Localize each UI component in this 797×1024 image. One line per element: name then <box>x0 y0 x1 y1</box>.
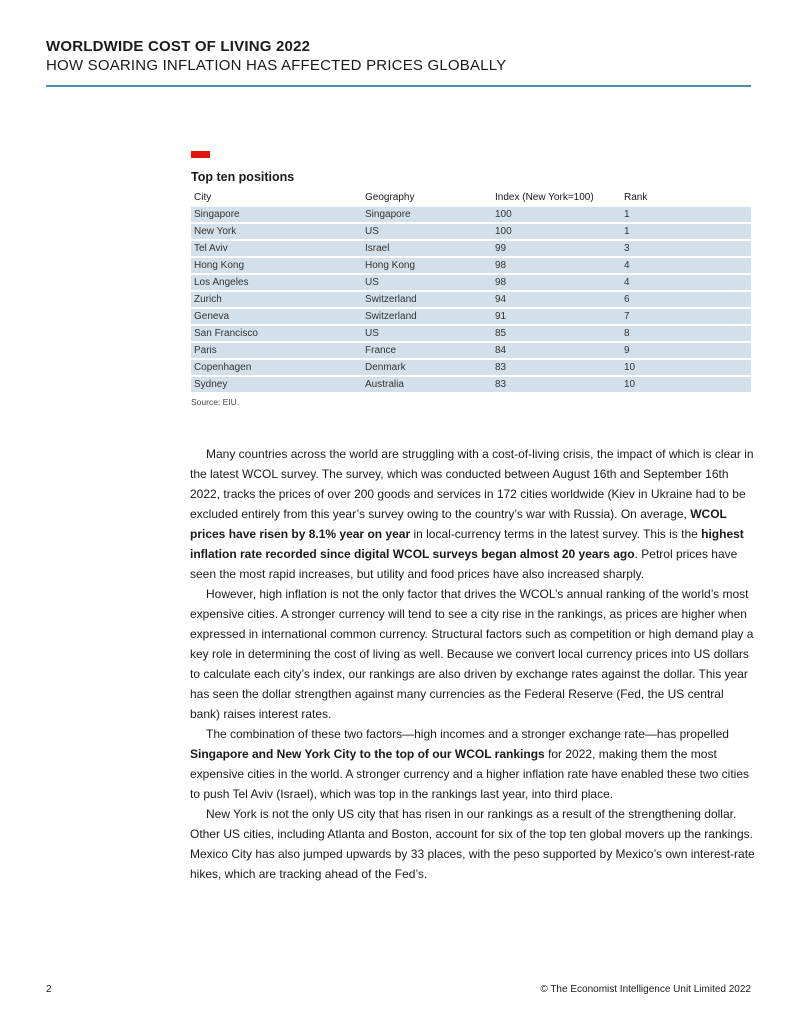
city-cell: Geneva <box>191 309 362 326</box>
column-header-rank: Rank <box>624 192 648 203</box>
table-row <box>191 275 751 292</box>
city-cell: San Francisco <box>191 326 362 343</box>
rank-cell: 9 <box>621 343 751 360</box>
geography-cell: Israel <box>362 241 492 258</box>
geography-cell: US <box>362 275 492 292</box>
table-row <box>191 343 751 360</box>
table-row <box>191 377 751 394</box>
city-cell: Tel Aviv <box>191 241 362 258</box>
page-header <box>46 37 751 75</box>
index-cell: 84 <box>492 343 621 360</box>
rank-cell: 10 <box>621 377 751 394</box>
table-row <box>191 292 751 309</box>
geography-cell: Switzerland <box>362 292 492 309</box>
top-ten-table <box>191 188 751 394</box>
paragraph-1 <box>190 444 756 584</box>
rank-cell: 1 <box>621 207 751 224</box>
paragraph-4: New York is not the only US city that has risen in our rankings as a result of the strengthening dollar. Other US cities, including Atlanta and Boston, account for six of the top ten global movers up the rankings. Mexico City has also jumped upwards by 33 places, with the peso supported by Mexico’s own interest-rate hikes, which are tracking ahead of the Fed’s. <box>190 807 755 881</box>
geography-cell: Denmark <box>362 360 492 377</box>
copyright-notice: © The Economist Intelligence Unit Limited 2022 <box>540 984 751 995</box>
column-header-geography: Geography <box>365 192 415 203</box>
paragraph-1-bold-a: WCOL prices have risen by 8.1% year on year <box>190 507 727 541</box>
city-cell: Copenhagen <box>191 360 362 377</box>
city-cell: Singapore <box>191 207 362 224</box>
rank-cell: 3 <box>621 241 751 258</box>
geography-cell: Australia <box>362 377 492 394</box>
table-row <box>191 207 751 224</box>
rank-cell: 4 <box>621 258 751 275</box>
table-row <box>191 258 751 275</box>
index-cell: 99 <box>492 241 621 258</box>
paragraph-3-bold: Singapore and New York City to the top of our WCOL rankings <box>190 747 545 761</box>
index-cell: 83 <box>492 377 621 394</box>
table-row <box>191 309 751 326</box>
geography-cell: Hong Kong <box>362 258 492 275</box>
index-cell: 98 <box>492 275 621 292</box>
city-cell: Hong Kong <box>191 258 362 275</box>
report-title: WORLDWIDE COST OF LIVING 2022 <box>46 38 311 55</box>
table-source-note: Source: EIU. <box>191 397 240 407</box>
table-row <box>191 360 751 377</box>
geography-cell: Singapore <box>362 207 492 224</box>
article-body <box>190 444 756 884</box>
index-cell: 100 <box>492 207 621 224</box>
index-cell: 98 <box>492 258 621 275</box>
rank-cell: 1 <box>621 224 751 241</box>
index-cell: 85 <box>492 326 621 343</box>
table-header-row <box>191 188 751 207</box>
index-cell: 83 <box>492 360 621 377</box>
paragraph-1-text-a: Many countries across the world are struggling with a cost-of-living crisis, the impact of which is clear in the latest WCOL survey. The survey, which was conducted between August 16th and September 16th 2022, tracks the prices of over 200 goods and services in 172 cities worldwide (Kiev in Ukraine had to be excluded entirely from this year’s survey owing to the country’s war with Russia). On average, <box>190 447 754 521</box>
city-cell: Paris <box>191 343 362 360</box>
index-cell: 94 <box>492 292 621 309</box>
table-row <box>191 224 751 241</box>
top-ten-table-block <box>191 169 751 408</box>
page-number: 2 <box>46 984 52 995</box>
paragraph-1-text-c: . Petrol prices have seen the most rapid increases, but utility and food prices have also increased sharply. <box>190 547 738 581</box>
city-cell: New York <box>191 224 362 241</box>
paragraph-1-text-b: in local-currency terms in the latest survey. This is the <box>410 527 702 541</box>
paragraph-3-text-b: for 2022, making them the most expensive cities in the world. A stronger currency and a higher inflation rate have enabled these two cities to push Tel Aviv (Israel), which was top in the rankings last year, into third place. <box>190 747 749 801</box>
column-header-index: Index (New York=100) <box>495 192 594 203</box>
geography-cell: Switzerland <box>362 309 492 326</box>
paragraph-2: However, high inflation is not the only factor that drives the WCOL’s annual ranking of the world’s most expensive cities. A stronger currency will tend to see a city rise in the rankings, as prices are higher when expressed in international common currency. Structural factors such as competition or high demand play a key role in determining the cost of living as well. Because we convert local currency prices into US dollars to calculate each city’s index, our rankings are also driven by exchange rates against the dollar. This year has seen the dollar strengthen against many currencies as the Federal Reserve (Fed, the US central bank) raises interest rates. <box>190 587 754 721</box>
rank-cell: 4 <box>621 275 751 292</box>
index-cell: 91 <box>492 309 621 326</box>
rank-cell: 6 <box>621 292 751 309</box>
paragraph-3 <box>190 724 756 804</box>
table-title: Top ten positions <box>191 170 295 184</box>
city-cell: Sydney <box>191 377 362 394</box>
index-cell: 100 <box>492 224 621 241</box>
column-header-city: City <box>194 192 212 203</box>
rank-cell: 7 <box>621 309 751 326</box>
table-row <box>191 241 751 258</box>
geography-cell: US <box>362 326 492 343</box>
header-divider <box>46 85 751 87</box>
city-cell: Los Angeles <box>191 275 362 292</box>
report-subtitle: HOW SOARING INFLATION HAS AFFECTED PRICES GLOBALLY <box>46 57 507 74</box>
geography-cell: US <box>362 224 492 241</box>
paragraph-1-bold-b: highest inflation rate recorded since digital WCOL surveys began almost 20 years ago <box>190 527 744 561</box>
red-accent-mark <box>191 151 210 158</box>
geography-cell: France <box>362 343 492 360</box>
table-row <box>191 326 751 343</box>
rank-cell: 10 <box>621 360 751 377</box>
city-cell: Zurich <box>191 292 362 309</box>
paragraph-3-text-a: The combination of these two factors—high incomes and a stronger exchange rate—has propelled <box>206 727 729 741</box>
rank-cell: 8 <box>621 326 751 343</box>
